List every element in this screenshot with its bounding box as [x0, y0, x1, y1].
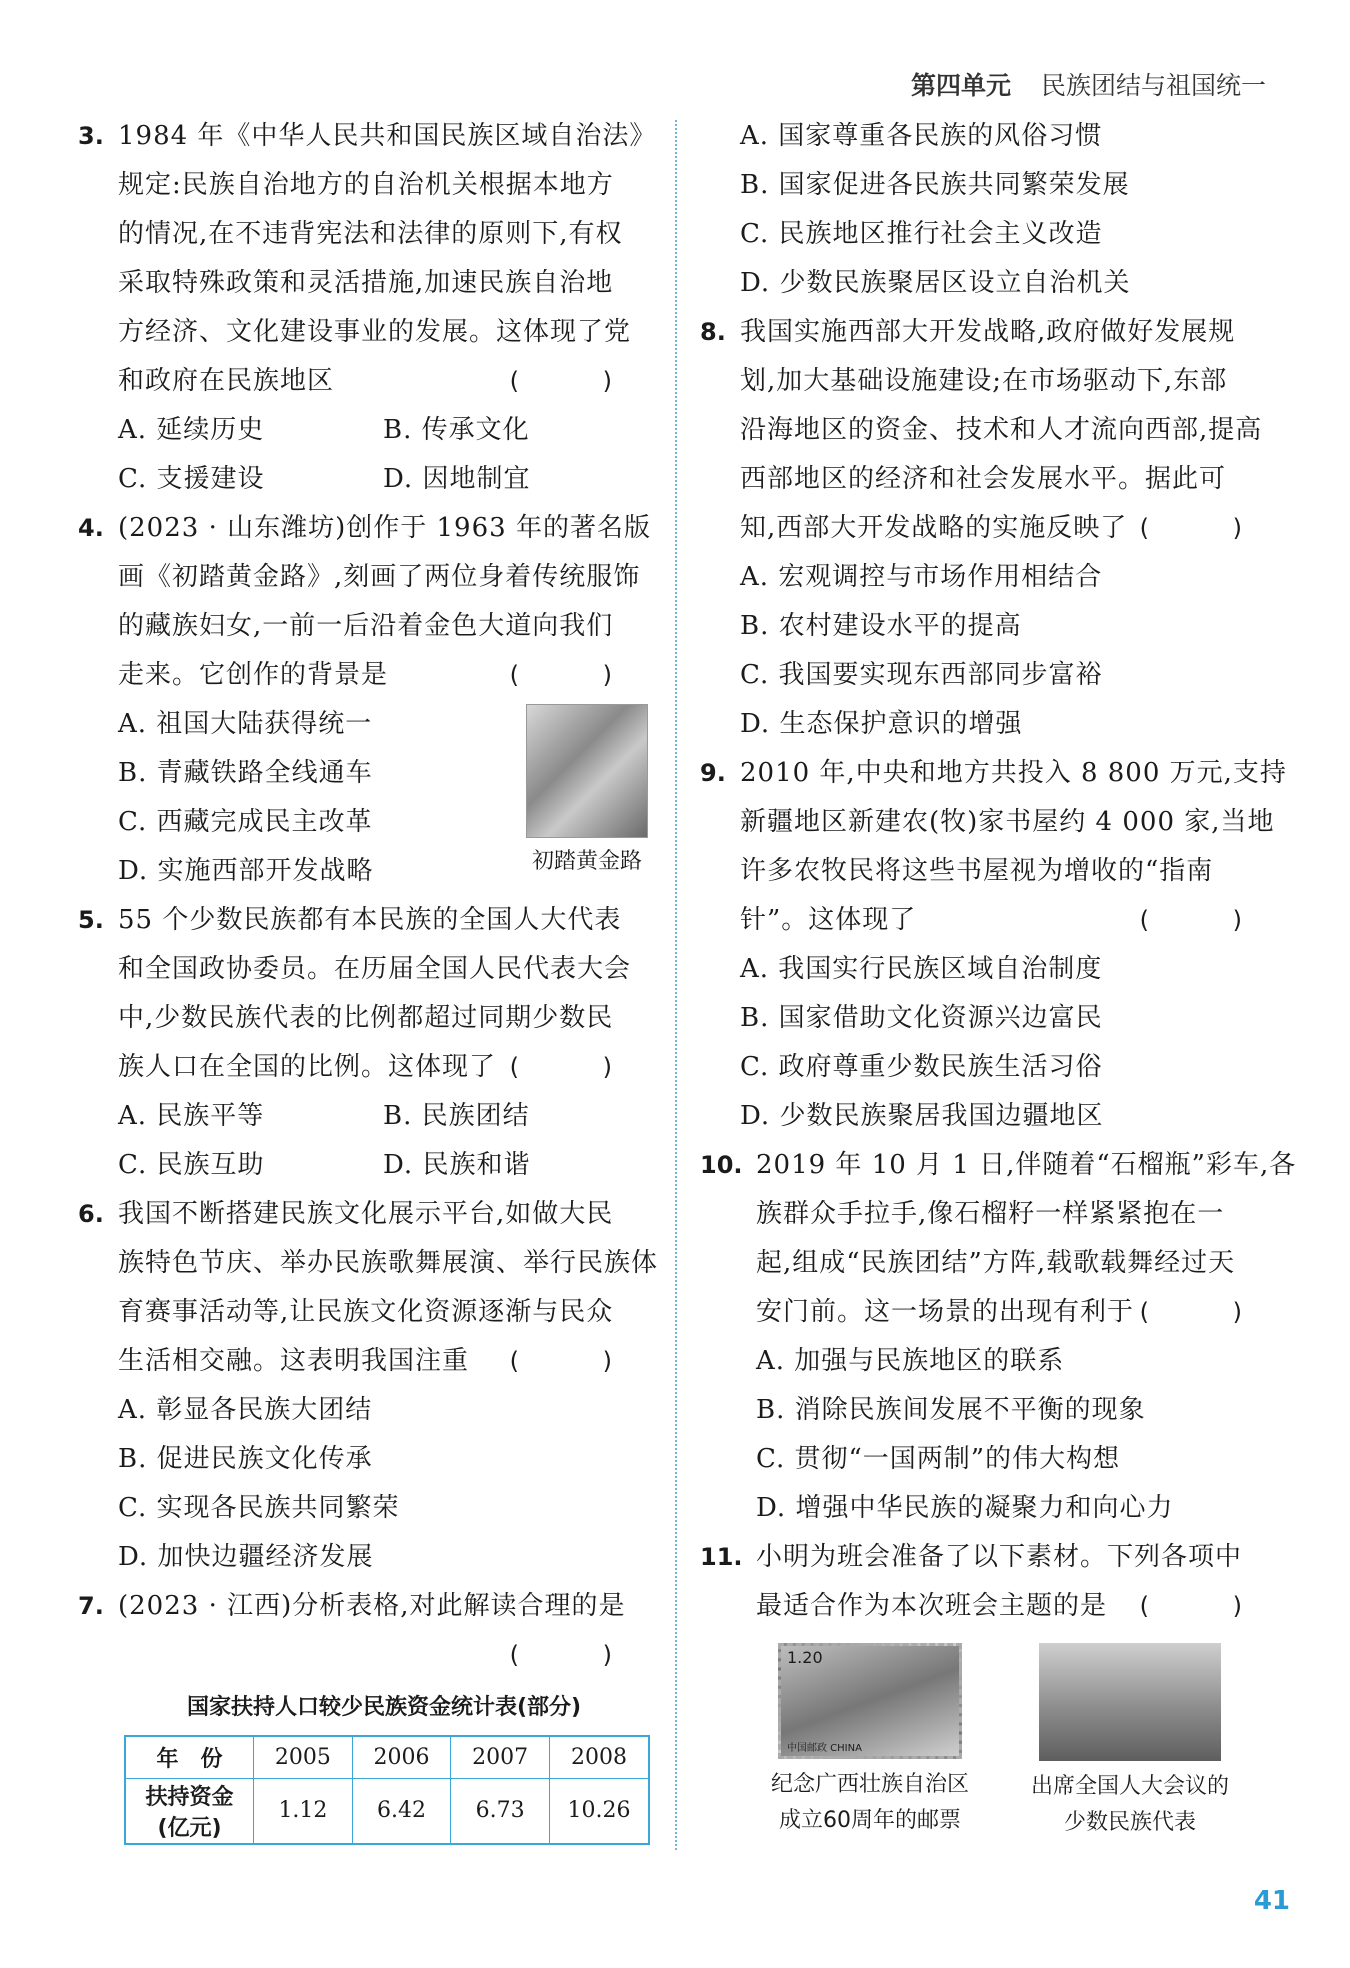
question-11: [700, 1533, 1280, 1841]
question-text-line: 中,少数民族代表的比例都超过同期少数民: [118, 1003, 614, 1033]
option-d: D. 实施西部开发战略: [118, 856, 374, 886]
question-number: 3.: [78, 122, 104, 150]
table-value-cell: 10.26: [549, 1778, 649, 1844]
question-10: [700, 1141, 1297, 1533]
question-text-line: 走来。它创作的背景是: [118, 660, 389, 690]
question-text-line: 生活相交融。这表明我国注重: [118, 1346, 470, 1376]
image-caption-line: 成立60周年的邮票: [779, 1808, 961, 1833]
answer-blank: ( ): [1139, 1592, 1280, 1620]
option-c: C. 民族地区推行社会主义改造: [740, 219, 1103, 249]
option-b: B. 促进民族文化传承: [118, 1444, 373, 1474]
option-a: A. 加强与民族地区的联系: [756, 1346, 1065, 1376]
table-value-cell: 1.12: [254, 1778, 353, 1844]
answer-blank: ( ): [509, 1053, 650, 1081]
table-year-cell: 2008: [549, 1736, 649, 1778]
option-a: A. 我国实行民族区域自治制度: [740, 954, 1103, 984]
table-header-funds: [125, 1778, 254, 1844]
option-b: B. 民族团结: [383, 1101, 530, 1131]
funding-table: [124, 1735, 650, 1845]
option-a: A. 民族平等: [118, 1101, 265, 1131]
question-text-line: 沿海地区的资金、技术和人才流向西部,提高: [740, 415, 1263, 445]
option-c: C. 实现各民族共同繁荣: [118, 1493, 400, 1523]
image-caption: [750, 1767, 990, 1839]
question-9: [700, 749, 1287, 1141]
question-6: [78, 1190, 659, 1582]
representatives-photo: [1039, 1643, 1221, 1761]
question-number: 4.: [78, 514, 104, 542]
option-a: A. 祖国大陆获得统一: [118, 709, 373, 739]
right-column: [700, 112, 1297, 1841]
table-year-cell: 2005: [254, 1736, 353, 1778]
question-4: [78, 504, 650, 896]
question-number: 6.: [78, 1200, 104, 1228]
option-d: D. 因地制宜: [383, 464, 531, 494]
question-text-line: 起,组成“民族团结”方阵,载歌载舞经过天: [756, 1248, 1236, 1278]
stamp-value: 1.20: [787, 1648, 823, 1667]
page-header: [911, 66, 1266, 102]
option-d: D. 少数民族聚居区设立自治机关: [740, 268, 1131, 298]
option-d: D. 生态保护意识的增强: [740, 709, 1023, 739]
option-c: C. 支援建设: [118, 464, 265, 494]
page-number: 41: [1253, 1886, 1290, 1916]
question-text-line: 55 个少数民族都有本民族的全国人大代表: [118, 905, 622, 935]
table-header-funds-label: 扶持资金: [145, 1784, 234, 1810]
question-3: [78, 112, 657, 504]
column-divider: [675, 120, 677, 1850]
table-header-year: 年 份: [125, 1736, 254, 1778]
table-year-cell: 2006: [352, 1736, 451, 1778]
question-text-line: 族群众手拉手,像石榴籽一样紧紧抱在一: [756, 1199, 1225, 1229]
print-figure: [524, 704, 650, 875]
question-number: 5.: [78, 906, 104, 934]
question-text-line: 和全国政协委员。在历届全国人民代表大会: [118, 954, 632, 984]
option-b: B. 农村建设水平的提高: [740, 611, 1022, 641]
option-b: B. 传承文化: [383, 415, 530, 445]
unit-title: 民族团结与祖国统一: [1040, 71, 1266, 100]
table-header-funds-unit: (亿元): [157, 1815, 222, 1841]
image-caption: [1010, 1769, 1250, 1841]
answer-blank: ( ): [509, 367, 650, 395]
option-d: D. 民族和谐: [383, 1150, 531, 1180]
option-c: C. 我国要实现东西部同步富裕: [740, 660, 1103, 690]
table-value-cell: 6.73: [451, 1778, 550, 1844]
question-text-line: 我国不断搭建民族文化展示平台,如做大民: [118, 1199, 614, 1229]
table-value-cell: 6.42: [352, 1778, 451, 1844]
woodcut-print-image: [526, 704, 648, 838]
question-text-line: 方经济、文化建设事业的发展。这体现了党: [118, 317, 632, 347]
option-d: D. 加快边疆经济发展: [118, 1542, 374, 1572]
question-text-line: 针”。这体现了: [740, 905, 917, 935]
image-caption-line: 纪念广西壮族自治区: [770, 1772, 969, 1797]
question-7: [78, 1582, 650, 1845]
question-text-line: 安门前。这一场景的出现有利于: [756, 1297, 1135, 1327]
option-b: B. 国家促进各民族共同繁荣发展: [740, 170, 1130, 200]
option-c: C. 西藏完成民主改革: [118, 807, 373, 837]
question-text-line: 2019 年 10 月 1 日,伴随着“石榴瓶”彩车,各: [756, 1150, 1297, 1180]
question-text-line: 2010 年,中央和地方共投入 8 800 万元,支持: [740, 758, 1287, 788]
stamp-image: [778, 1643, 962, 1759]
question-text-line: 西部地区的经济和社会发展水平。据此可: [740, 464, 1227, 494]
question-text-line: 族特色节庆、举办民族歌舞展演、举行民族体: [118, 1248, 659, 1278]
question-text-line: 1984 年《中华人民共和国民族区域自治法》: [118, 121, 657, 151]
option-a: A. 延续历史: [118, 415, 265, 445]
question-text-line: 知,西部大开发战略的实施反映了: [740, 513, 1128, 543]
representatives-material: [1010, 1643, 1250, 1841]
question-text-line: (2023 · 山东潍坊)创作于 1963 年的著名版: [118, 513, 651, 543]
question-number: 8.: [700, 318, 726, 346]
question-text-line: 族人口在全国的比例。这体现了: [118, 1052, 497, 1082]
question-text-line: 的情况,在不违背宪法和法律的原则下,有权: [118, 219, 623, 249]
option-b: B. 青藏铁路全线通车: [118, 758, 373, 788]
option-c: C. 政府尊重少数民族生活习俗: [740, 1052, 1103, 1082]
option-a: A. 彰显各民族大团结: [118, 1395, 373, 1425]
question-8: [700, 308, 1280, 749]
answer-blank: ( ): [509, 1641, 650, 1669]
option-b: B. 国家借助文化资源兴边富民: [740, 1003, 1103, 1033]
answer-blank: ( ): [509, 661, 650, 689]
question-5: [78, 896, 650, 1190]
option-c: C. 贯彻“一国两制”的伟大构想: [756, 1444, 1121, 1474]
question-text-line: 许多农牧民将这些书屋视为增收的“指南: [740, 856, 1214, 886]
answer-blank: ( ): [1139, 906, 1280, 934]
option-a: A. 宏观调控与市场作用相结合: [740, 562, 1103, 592]
figure-caption: 初踏黄金路: [531, 849, 642, 874]
question-7-options: [700, 112, 1280, 308]
question-text-line: 的藏族妇女,一前一后沿着金色大道向我们: [118, 611, 614, 641]
question-number: 7.: [78, 1592, 104, 1620]
answer-blank: ( ): [1139, 514, 1280, 542]
option-d: D. 少数民族聚居我国边疆地区: [740, 1101, 1104, 1131]
image-caption-line: 出席全国人大会议的: [1030, 1774, 1229, 1799]
question-text-line: (2023 · 江西)分析表格,对此解读合理的是: [118, 1591, 626, 1621]
answer-blank: ( ): [509, 1347, 650, 1375]
question-text-line: 和政府在民族地区: [118, 366, 335, 396]
image-caption-line: 少数民族代表: [1063, 1810, 1196, 1835]
option-b: B. 消除民族间发展不平衡的现象: [756, 1395, 1146, 1425]
question-text-line: 规定:民族自治地方的自治机关根据本地方: [118, 170, 614, 200]
answer-blank: ( ): [1139, 1298, 1280, 1326]
question-text-line: 画《初踏黄金路》,刻画了两位身着传统服饰: [118, 562, 641, 592]
question-number: 11.: [700, 1543, 743, 1571]
question-text-line: 采取特殊政策和灵活措施,加速民族自治地: [118, 268, 614, 298]
question-text-line: 最适合作为本次班会主题的是: [756, 1591, 1108, 1621]
unit-label: 第四单元: [911, 71, 1012, 100]
question-text-line: 新疆地区新建农(牧)家书屋约 4 000 家,当地: [740, 807, 1275, 837]
question-text-line: 育赛事活动等,让民族文化资源逐渐与民众: [118, 1297, 614, 1327]
stamp-text: 中国邮政 CHINA: [787, 1743, 862, 1754]
left-column: [78, 112, 659, 1845]
option-a: A. 国家尊重各民族的风俗习惯: [740, 121, 1103, 151]
question-number: 9.: [700, 759, 726, 787]
stamp-material: [750, 1643, 990, 1841]
option-c: C. 民族互助: [118, 1150, 265, 1180]
question-text-line: 划,加大基础设施建设;在市场驱动下,东部: [740, 366, 1228, 396]
question-text-line: 小明为班会准备了以下素材。下列各项中: [756, 1542, 1243, 1572]
table-year-cell: 2007: [451, 1736, 550, 1778]
question-number: 10.: [700, 1151, 743, 1179]
question-text-line: 我国实施西部大开发战略,政府做好发展规: [740, 317, 1236, 347]
option-d: D. 增强中华民族的凝聚力和向心力: [756, 1493, 1174, 1523]
material-images: [750, 1643, 1250, 1841]
table-title: 国家扶持人口较少民族资金统计表(部分): [186, 1695, 582, 1720]
